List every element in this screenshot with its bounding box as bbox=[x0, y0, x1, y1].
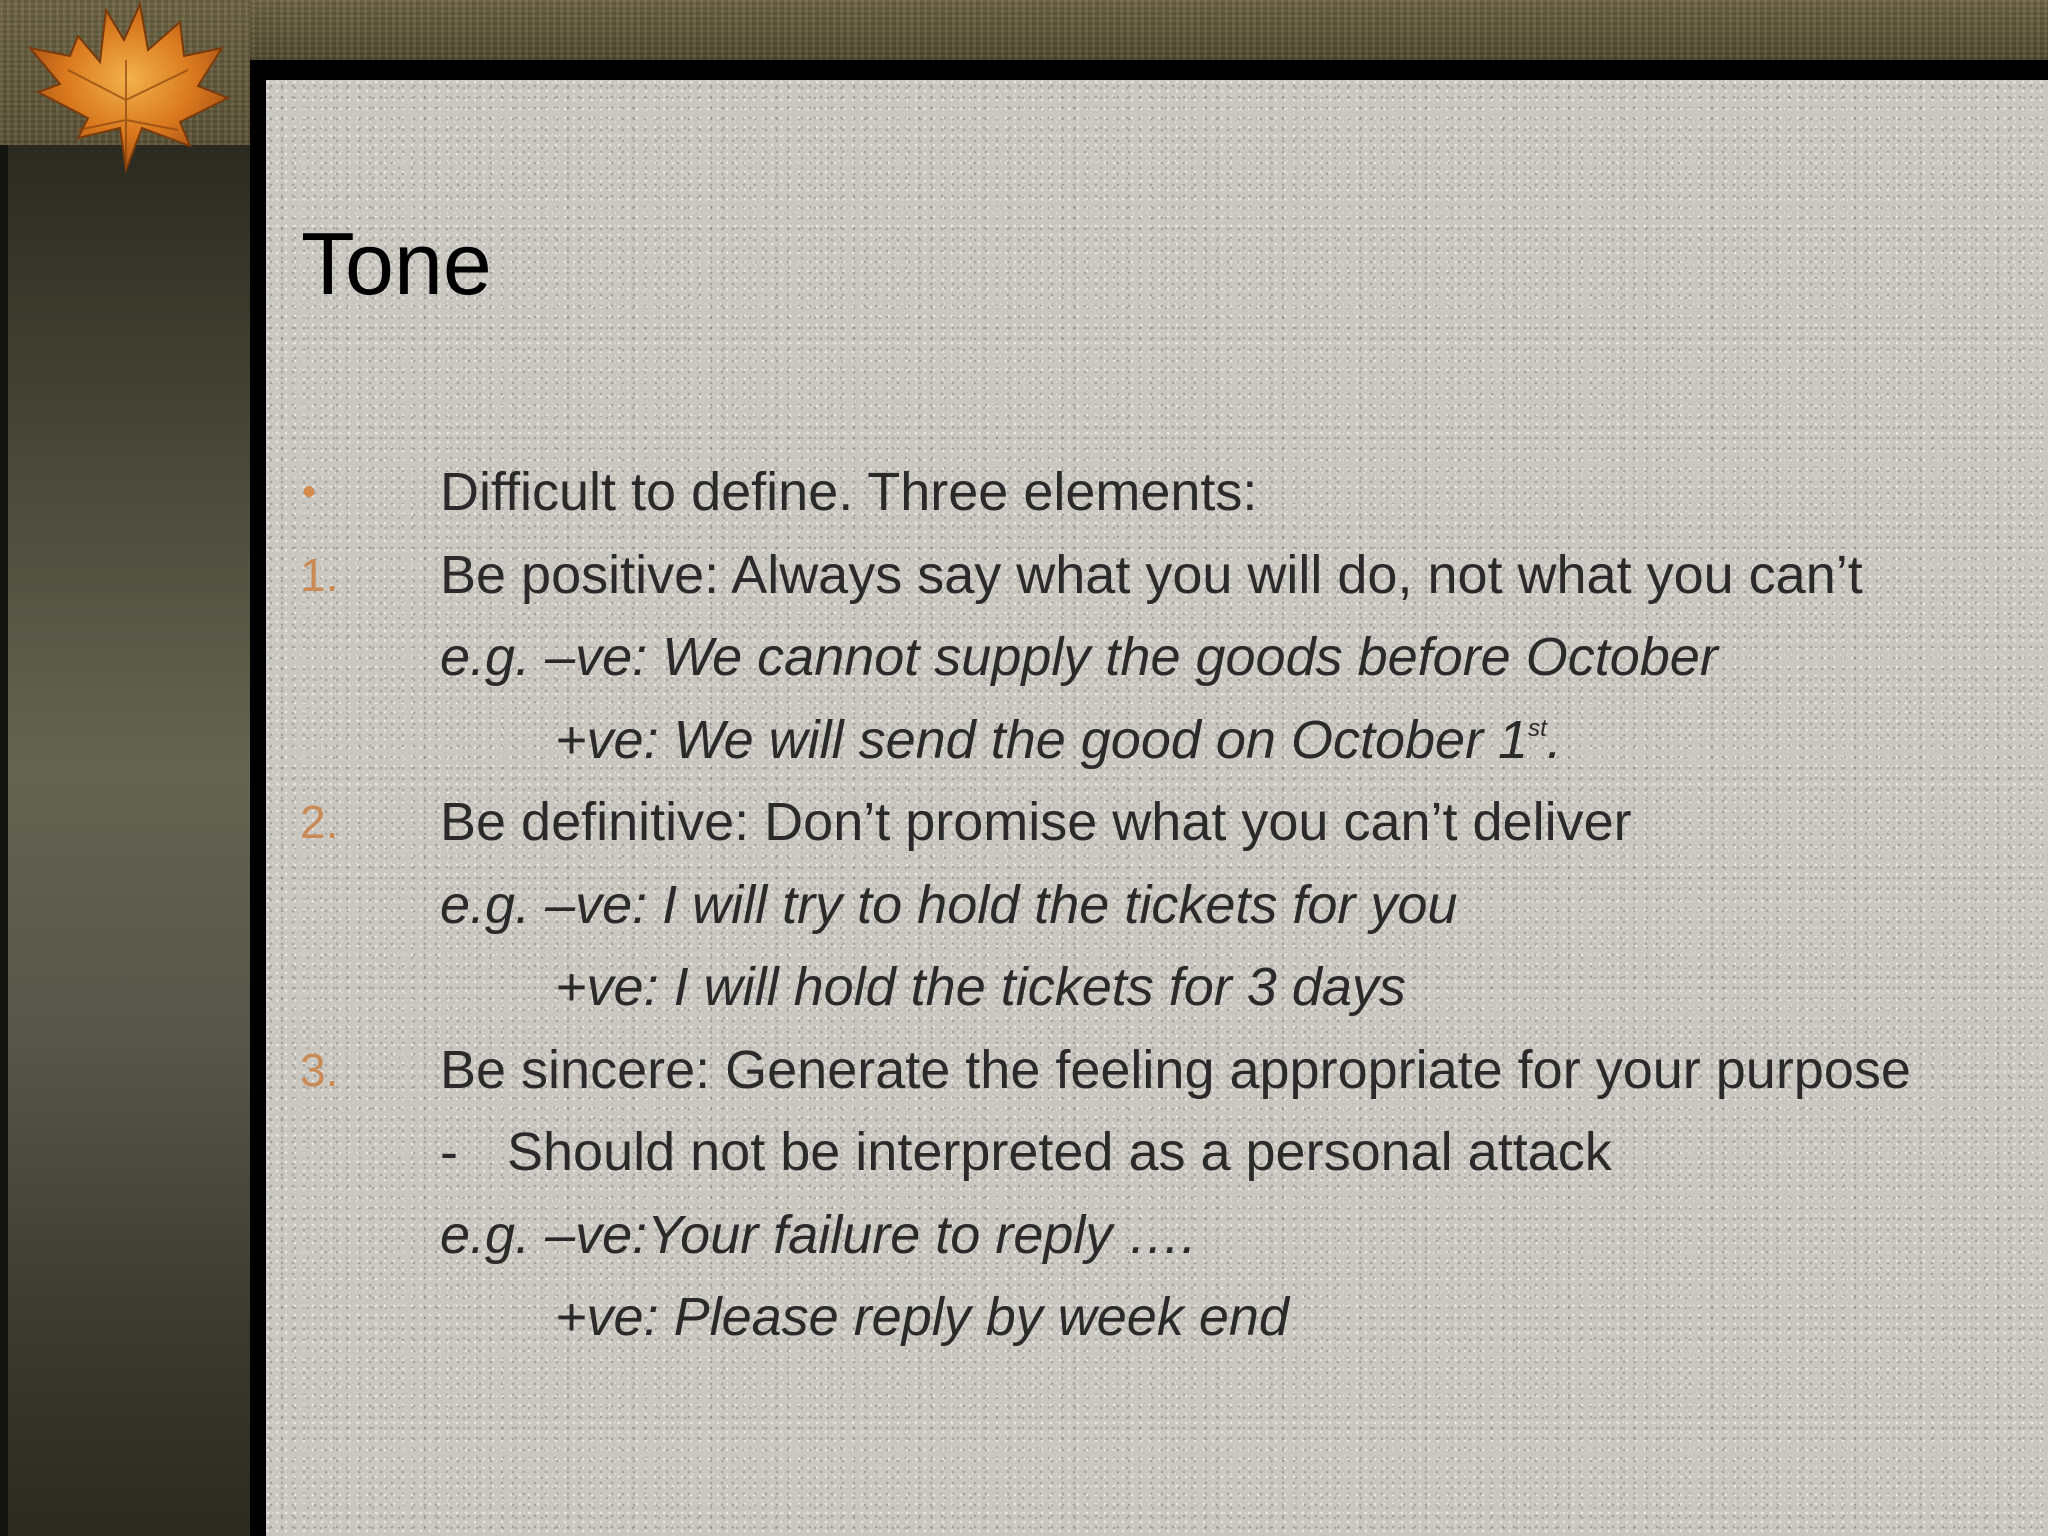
list-item-2-positive-text: +ve: I will hold the tickets for 3 days bbox=[555, 957, 1406, 1017]
positive-end: . bbox=[1546, 710, 1562, 770]
list-item-2-number: 2. bbox=[300, 796, 339, 848]
ordinal-suffix: st bbox=[1528, 715, 1547, 742]
list-item-3-negative-example bbox=[0, 1200, 2048, 1270]
list-item-1-text: Be positive: Always say what you will do, not what you can’t bbox=[440, 545, 1863, 605]
list-item-2-negative-text: e.g. –ve: I will try to hold the tickets for you bbox=[440, 875, 1458, 935]
list-item-2-text: Be definitive: Don’t promise what you can’t deliver bbox=[440, 792, 1632, 852]
list-item-1-negative-example bbox=[0, 622, 2048, 692]
list-item-1-positive-example bbox=[0, 705, 2048, 775]
slide-title: Tone bbox=[301, 214, 492, 313]
list-item-1-negative-text: e.g. –ve: We cannot supply the goods before October bbox=[440, 627, 1718, 687]
list-item-3-text: Be sincere: Generate the feeling appropriate for your purpose bbox=[440, 1040, 1911, 1100]
list-item-1-number: 1. bbox=[300, 549, 339, 601]
list-item-3-positive-text: +ve: Please reply by week end bbox=[555, 1287, 1289, 1347]
bullet-line bbox=[0, 457, 2048, 527]
list-item-2-heading bbox=[0, 787, 2048, 857]
subpoint-dash: - bbox=[440, 1122, 458, 1182]
list-item-1-heading bbox=[0, 540, 2048, 610]
list-item-2-negative-example bbox=[0, 870, 2048, 940]
subpoint-text: Should not be interpreted as a personal attack bbox=[507, 1122, 1612, 1182]
top-texture-band bbox=[0, 0, 2048, 62]
maple-leaf-icon bbox=[8, 0, 238, 180]
list-item-1-positive-text bbox=[555, 705, 1562, 775]
list-item-3-subpoint bbox=[0, 1117, 2048, 1187]
list-item-2-positive-example bbox=[0, 952, 2048, 1022]
list-item-3-negative-text: e.g. –ve:Your failure to reply …. bbox=[440, 1205, 1197, 1265]
positive-main: +ve: We will send the good on October 1 bbox=[555, 710, 1529, 770]
bullet-text: Difficult to define. Three elements: bbox=[440, 462, 1258, 522]
list-item-3-positive-example bbox=[0, 1282, 2048, 1352]
list-item-3-number: 3. bbox=[300, 1044, 339, 1096]
bullet-marker: • bbox=[302, 470, 317, 514]
list-item-3-heading bbox=[0, 1035, 2048, 1105]
